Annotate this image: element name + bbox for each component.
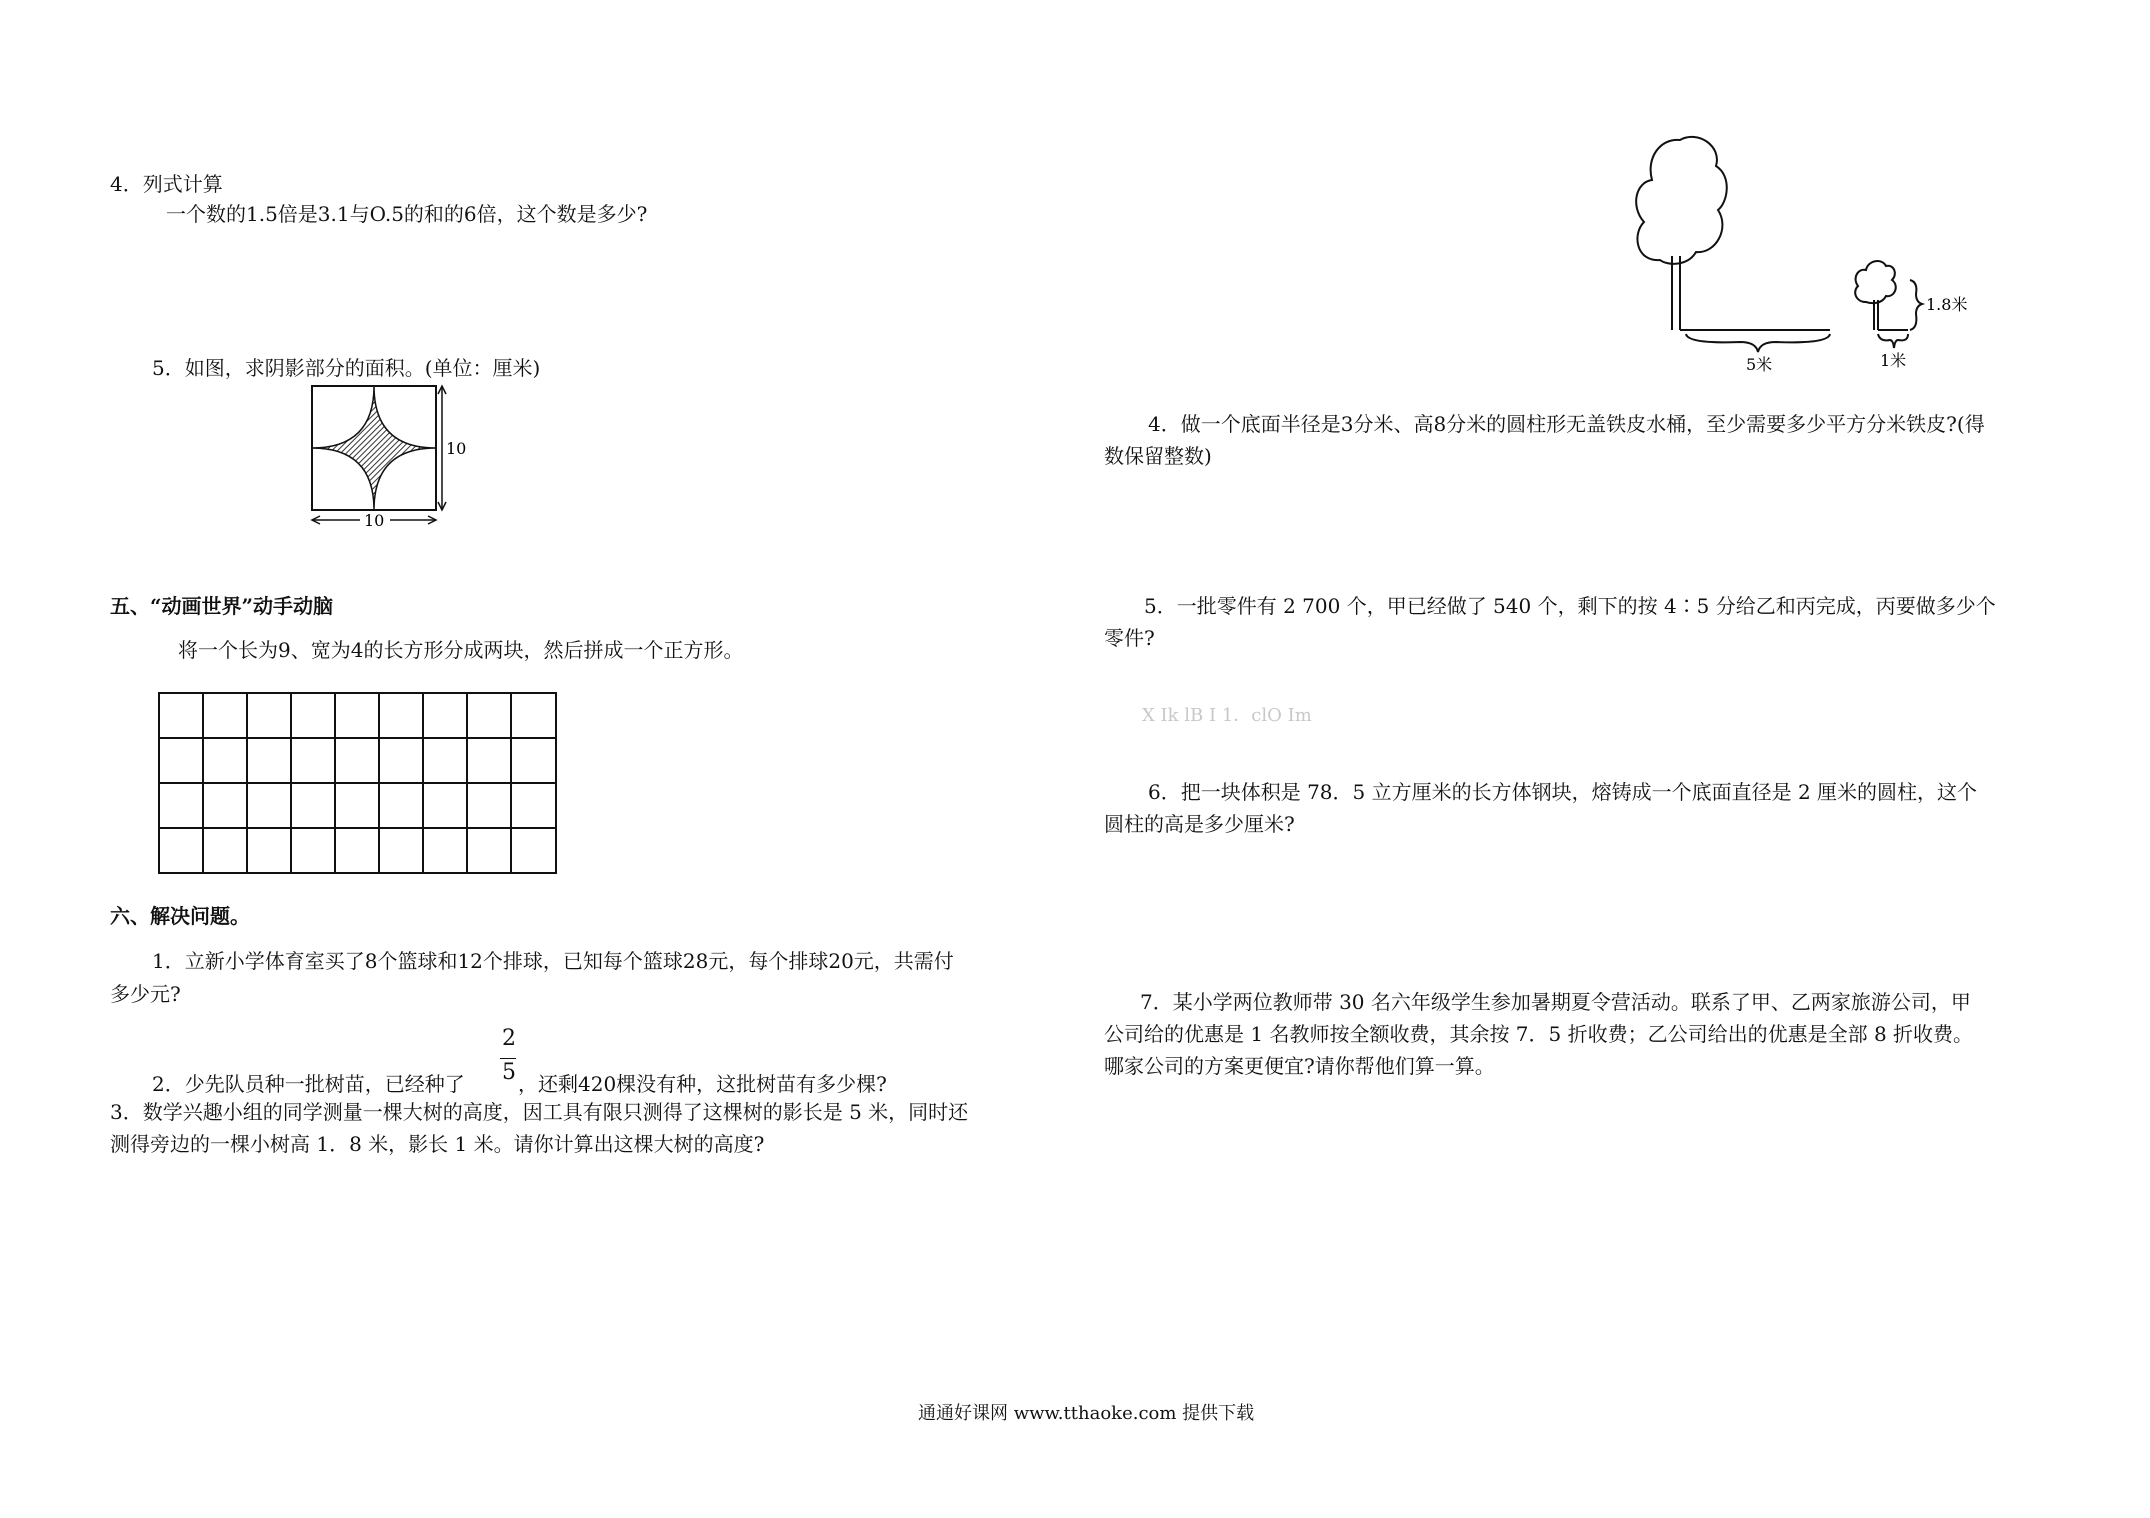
section5-title: 五、“动画世界”动手动脑 <box>110 594 334 618</box>
faint-watermark: X Ik lB I 1．clO Im <box>1142 705 1312 726</box>
r-q6-line1: 6．把一块体积是 78．5 立方厘米的长方体钢块，熔铸成一个底面直径是 2 厘米的圆柱，这个 <box>1148 780 1978 804</box>
big-tree-crown <box>1636 137 1727 264</box>
fraction-numerator: 2 <box>502 1026 516 1051</box>
q5-title: 5．如图，求阴影部分的面积。(单位：厘米) <box>152 356 541 380</box>
r-q6-line2: 圆柱的高是多少厘米? <box>1104 812 1295 836</box>
fraction-denominator: 5 <box>502 1060 516 1085</box>
p2-after: ，还剩420棵没有种，这批树苗有多少棵? <box>518 1072 887 1096</box>
r-q5-line2: 零件? <box>1104 626 1155 650</box>
r-q7-line1: 7．某小学两位教师带 30 名六年级学生参加暑期夏令营活动。联系了甲、乙两家旅游公司，甲 <box>1140 990 1971 1014</box>
p1-line2: 多少元? <box>110 982 181 1006</box>
section6-title: 六、解决问题。 <box>110 904 250 928</box>
trees-shadow-figure <box>1630 130 1970 374</box>
shaded-star <box>312 386 436 510</box>
section5-text: 将一个长为9、宽为4的长方形分成两块，然后拼成一个正方形。 <box>178 638 744 662</box>
shaded-area-figure <box>300 380 480 530</box>
p1-line1: 1．立新小学体育室买了8个篮球和12个排球，已知每个篮球28元，每个排球20元，共需付 <box>152 949 954 973</box>
grid-figure <box>158 692 558 876</box>
p2-before: 2．少先队员种一批树苗，已经种了 <box>152 1072 465 1096</box>
q4-title: 4．列式计算 <box>110 172 223 196</box>
label-1-8m: 1.8米 <box>1926 295 1968 314</box>
footer-text: 通通好课网 www.tthaoke.com 提供下载 <box>918 1403 1255 1424</box>
dim-bottom-label: 10 <box>364 511 385 530</box>
q4-text: 一个数的1.5倍是3.1与O.5的和的6倍，这个数是多少? <box>166 202 648 226</box>
label-5m: 5米 <box>1746 355 1773 374</box>
p3-line2: 测得旁边的一棵小树高 1．8 米，影长 1 米。请你计算出这棵大树的高度? <box>110 1132 765 1156</box>
label-1m: 1米 <box>1880 351 1907 370</box>
r-q7-line3: 哪家公司的方案更便宜?请你帮他们算一算。 <box>1104 1054 1495 1078</box>
p3-line1: 3．数学兴趣小组的同学测量一棵大树的高度，因工具有限只测得了这棵树的影长是 5 米，同时还 <box>110 1100 969 1124</box>
fraction-bar <box>500 1058 516 1059</box>
r-q4-line2: 数保留整数) <box>1104 444 1212 468</box>
r-q7-line2: 公司给的优惠是 1 名教师按全额收费，其余按 7．5 折收费；乙公司给出的优惠是全部 8 折收费。 <box>1104 1022 1974 1046</box>
dim-right-label: 10 <box>446 439 467 458</box>
r-q5-line1: 5．一批零件有 2 700 个，甲已经做了 540 个，剩下的按 4∶5 分给乙和丙完成，丙要做多少个 <box>1144 594 1996 618</box>
small-tree-crown <box>1855 261 1896 303</box>
r-q4-line1: 4．做一个底面半径是3分米、高8分米的圆柱形无盖铁皮水桶，至少需要多少平方分米铁皮?(得 <box>1148 412 1985 436</box>
